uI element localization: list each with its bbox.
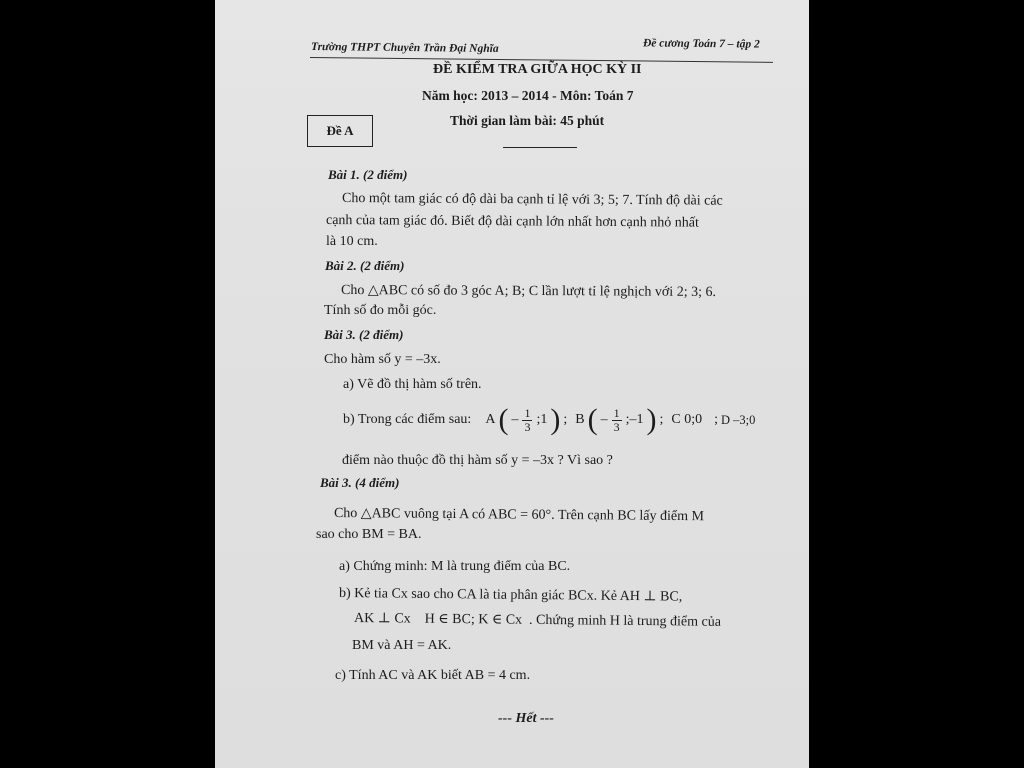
point-d: D –3;0 xyxy=(720,412,756,427)
separator: ; xyxy=(714,412,718,427)
bai3-line1: Cho hàm số y = –3x. xyxy=(324,352,441,367)
bai2-line1: Cho △ABC có số đo 3 góc A; B; C lần lượt tỉ lệ nghịch với 2; 3; 6. xyxy=(340,283,717,300)
bai2-line2: Tính số đo mỗi góc. xyxy=(324,303,437,318)
point-a-num: 1 xyxy=(524,405,531,420)
point-a-tail: ;1 xyxy=(536,412,548,427)
bai1-line3: là 10 cm. xyxy=(326,234,378,249)
point-b-num: 1 xyxy=(613,405,620,420)
point-b-fraction xyxy=(612,407,622,434)
paren-open: ( xyxy=(498,403,509,436)
bai3-part-a: a) Vẽ đồ thị hàm số trên. xyxy=(343,377,482,392)
bai2-heading: Bài 2. (2 điểm) xyxy=(325,258,405,273)
point-a-fraction xyxy=(522,407,532,434)
end-marker: --- Hết --- xyxy=(498,711,554,726)
bai1-line2: cạnh của tam giác đó. Biết độ dài cạnh lớn nhất hơn cạnh nhỏ nhất xyxy=(325,213,699,231)
bai4-part-c: c) Tính AC và AK biết AB = 4 cm. xyxy=(335,668,531,683)
bai3-b-question: điểm nào thuộc đồ thị hàm số y = –3x ? Vì sao ? xyxy=(342,453,613,468)
outline-label: Đề cương Toán 7 – tập 2 xyxy=(642,37,760,51)
bai3-heading: Bài 3. (2 điểm) xyxy=(324,327,404,342)
exam-time: Thời gian làm bài: 45 phút xyxy=(450,113,605,128)
point-b-minus: – xyxy=(600,412,608,427)
bai4-heading: Bài 3. (4 điểm) xyxy=(320,475,400,490)
title-underline xyxy=(503,147,577,148)
bai4-part-a: a) Chứng minh: M là trung điểm của BC. xyxy=(339,559,571,574)
point-a-label: A xyxy=(485,412,496,427)
school-name: Trường THPT Chuyên Trần Đại Nghĩa xyxy=(310,41,499,55)
exam-title: ĐỀ KIỂM TRA GIỮA HỌC KỲ II xyxy=(433,62,642,77)
bai4-line1: Cho △ABC vuông tại A có ABC = 60°. Trên cạnh BC lấy điểm M xyxy=(333,506,705,525)
point-b-label: B xyxy=(575,412,585,427)
bai1-heading: Bài 1. (2 điểm) xyxy=(328,167,408,182)
exam-paper xyxy=(215,0,809,768)
point-b-den: 3 xyxy=(613,419,620,434)
bai3-b-prefix: b) Trong các điểm sau: xyxy=(343,412,472,427)
bai3-part-b xyxy=(343,405,755,435)
bai1-line1: Cho một tam giác có độ dài ba cạnh tỉ lệ với 3; 5; 7. Tính độ dài các xyxy=(341,191,723,209)
bai4-part-b-line1: b) Kẻ tia Cx sao cho CA là tia phân giác BCx. Kẻ AH ⊥ BC, xyxy=(338,586,683,605)
point-a-den: 3 xyxy=(524,419,531,434)
exam-code: Đề A xyxy=(326,123,354,138)
exam-content xyxy=(215,0,809,768)
point-a-minus: – xyxy=(511,412,519,427)
point-b-tail: ;–1 xyxy=(625,412,644,427)
point-c: C 0;0 xyxy=(671,412,703,427)
exam-year-subject: Năm học: 2013 – 2014 - Môn: Toán 7 xyxy=(422,88,634,103)
bai4-part-b-line3: BM và AH = AK. xyxy=(352,638,452,653)
exam-code-box xyxy=(307,115,373,147)
bai4-line2: sao cho BM = BA. xyxy=(316,527,422,542)
separator: ; xyxy=(659,412,664,427)
separator: ; xyxy=(563,412,568,427)
paren-close: ) xyxy=(550,403,561,436)
paren-close: ) xyxy=(646,403,657,436)
bai4-part-b-line2: AK ⊥ Cx H ∈ BC; K ∈ Cx . Chứng minh H là trung điểm của xyxy=(353,611,722,630)
paren-open: ( xyxy=(587,403,598,436)
